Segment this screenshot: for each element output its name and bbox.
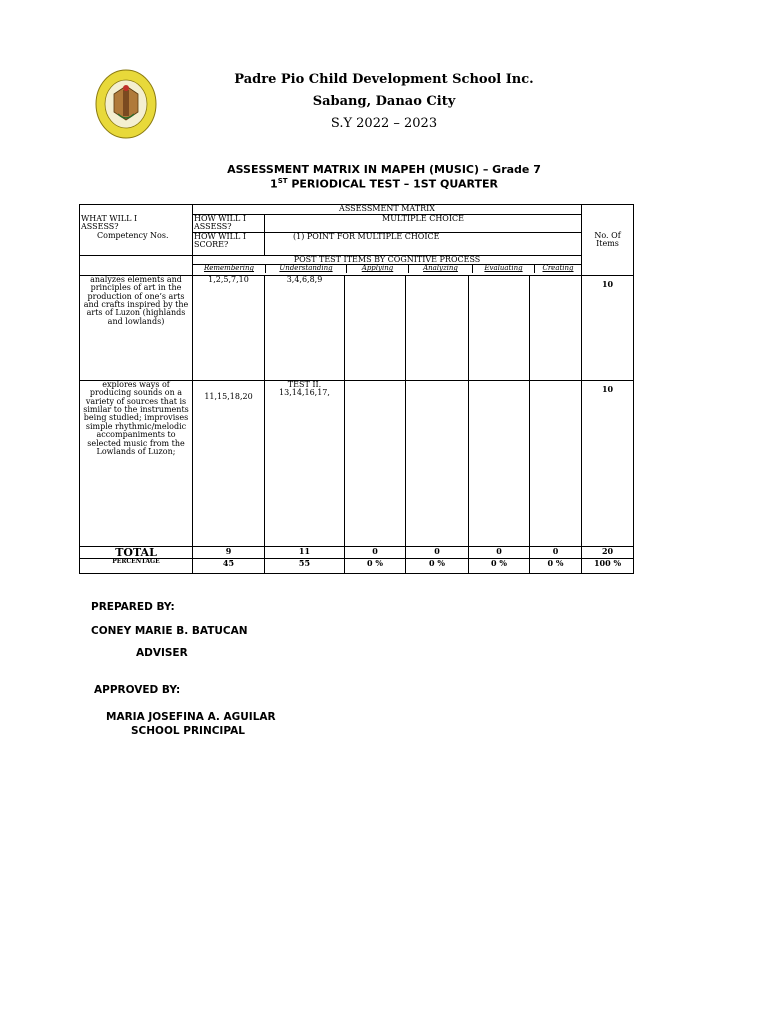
prepared-by-role: ADVISER bbox=[136, 647, 188, 659]
level-remembering: Remembering bbox=[193, 265, 266, 272]
competency-1: analyzes elements and principles of art in the production of one’s arts and crafts inspired by the arts of Luzon (highlands and lowlands) bbox=[80, 275, 193, 380]
understanding-1: 3,4,6,8,9 bbox=[265, 275, 345, 380]
percentage-row bbox=[80, 559, 634, 574]
pct-understanding: 55 bbox=[265, 559, 345, 574]
pct-remembering: 45 bbox=[193, 559, 265, 574]
remembering-1: 1,2,5,7,10 bbox=[193, 275, 265, 380]
approved-by-label: APPROVED BY: bbox=[94, 684, 181, 696]
cognitive-process-header: POST TEST ITEMS BY COGNITIVE PROCESS Remembering Understanding Applying Analyzing Evaluating Creating bbox=[193, 255, 582, 275]
total-creating: 0 bbox=[530, 546, 582, 559]
pct-items: 100 % bbox=[582, 559, 634, 574]
total-evaluating: 0 bbox=[469, 546, 530, 559]
evaluating-2 bbox=[469, 380, 530, 546]
items-1: 10 bbox=[582, 275, 634, 380]
school-year: S.Y 2022 – 2023 bbox=[330, 116, 438, 131]
table-row bbox=[80, 275, 634, 380]
total-applying: 0 bbox=[345, 546, 406, 559]
document-title: ASSESSMENT MATRIX IN MAPEH (MUSIC) – Grade 7 bbox=[227, 163, 541, 176]
approved-by-role: SCHOOL PRINCIPAL bbox=[131, 725, 245, 737]
total-items: 20 bbox=[582, 546, 634, 559]
analyzing-1 bbox=[406, 275, 469, 380]
assessment-matrix-table bbox=[79, 204, 634, 574]
point-label: (1) POINT FOR MULTIPLE CHOICE bbox=[265, 232, 582, 255]
evaluating-1 bbox=[469, 275, 530, 380]
level-evaluating: Evaluating bbox=[473, 265, 535, 272]
pct-creating: 0 % bbox=[530, 559, 582, 574]
empty-header-cell bbox=[80, 255, 193, 275]
applying-1 bbox=[345, 275, 406, 380]
creating-1 bbox=[530, 275, 582, 380]
multiple-choice-label: MULTIPLE CHOICE bbox=[265, 215, 582, 233]
competency-2: explores ways of producing sounds on a variety of sources that is similar to the instruments being studied; improvises simple rhythmic/melodic accompaniments to selected music from the Lowlands of Luzon; bbox=[80, 380, 193, 546]
understanding-2: TEST II. 13,14,16,17, bbox=[265, 380, 345, 546]
total-row bbox=[80, 546, 634, 559]
total-analyzing: 0 bbox=[406, 546, 469, 559]
school-name: Padre Pio Child Development School Inc. bbox=[234, 72, 534, 87]
pct-applying: 0 % bbox=[345, 559, 406, 574]
analyzing-2 bbox=[406, 380, 469, 546]
table-row bbox=[80, 380, 634, 546]
level-analyzing: Analyzing bbox=[409, 265, 473, 272]
total-label: TOTAL bbox=[80, 546, 193, 559]
matrix-banner: ASSESSMENT MATRIX bbox=[193, 205, 582, 215]
remembering-2: 11,15,18,20 bbox=[193, 380, 265, 546]
percentage-label: PERCENTAGE bbox=[80, 559, 193, 574]
pct-analyzing: 0 % bbox=[406, 559, 469, 574]
prepared-by-label: PREPARED BY: bbox=[91, 601, 175, 613]
prepared-by-name: CONEY MARIE B. BATUCAN bbox=[91, 625, 248, 637]
level-applying: Applying bbox=[347, 265, 409, 272]
creating-2 bbox=[530, 380, 582, 546]
total-remembering: 9 bbox=[193, 546, 265, 559]
no-items-header: No. Of Items bbox=[582, 205, 634, 276]
level-understanding: Understanding bbox=[266, 265, 347, 272]
pct-evaluating: 0 % bbox=[469, 559, 530, 574]
what-assess-cell: WHAT WILL I ASSESS? Competency Nos. bbox=[80, 205, 193, 256]
total-understanding: 11 bbox=[265, 546, 345, 559]
items-2: 10 bbox=[582, 380, 634, 546]
applying-2 bbox=[345, 380, 406, 546]
school-address: Sabang, Danao City bbox=[312, 94, 456, 109]
how-score-label: HOW WILL I SCORE? bbox=[193, 232, 265, 255]
level-creating: Creating bbox=[542, 264, 574, 273]
document-subtitle: 1ST PERIODICAL TEST – 1ST QUARTER bbox=[270, 177, 498, 191]
how-assess-label: HOW WILL I ASSESS? bbox=[193, 215, 265, 233]
approved-by-name: MARIA JOSEFINA A. AGUILAR bbox=[106, 711, 276, 723]
